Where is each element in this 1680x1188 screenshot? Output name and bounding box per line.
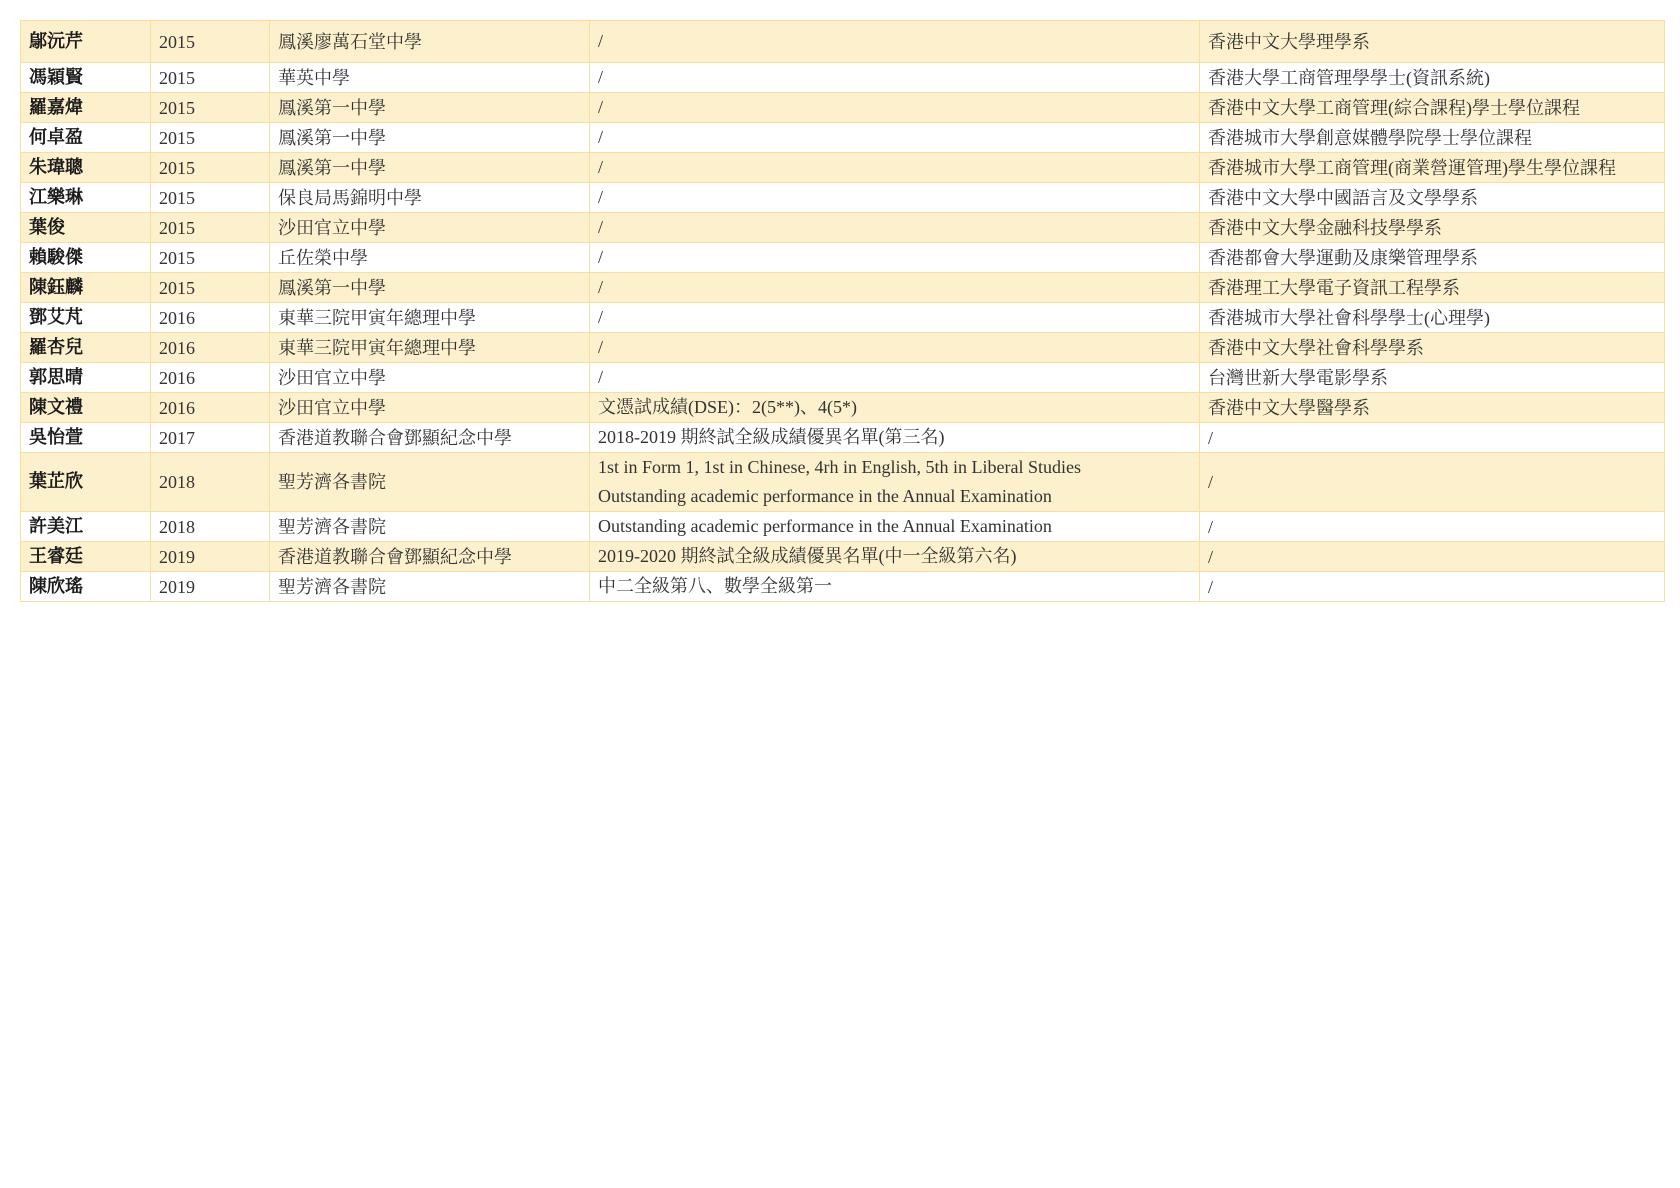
university-cell: / <box>1200 542 1665 572</box>
year-cell: 2015 <box>151 63 270 93</box>
secondary-school-cell: 鳳溪第一中學 <box>270 153 590 183</box>
achievement-line: Outstanding academic performance in the Annual Examination <box>598 486 1052 506</box>
achievement-cell <box>590 393 1200 423</box>
secondary-school-cell: 鳳溪廖萬石堂中學 <box>270 21 590 63</box>
university-cell: / <box>1200 423 1665 453</box>
year-cell: 2017 <box>151 423 270 453</box>
year-cell: 2019 <box>151 542 270 572</box>
achievement-cell <box>590 273 1200 303</box>
student-name-cell: 吳怡萱 <box>21 423 151 453</box>
secondary-school-cell: 鳳溪第一中學 <box>270 123 590 153</box>
secondary-school-cell: 東華三院甲寅年總理中學 <box>270 303 590 333</box>
achievement-cell <box>590 123 1200 153</box>
achievement-cell <box>590 21 1200 63</box>
student-name-cell: 何卓盈 <box>21 123 151 153</box>
table-row <box>21 333 1665 363</box>
student-name-cell: 陳文禮 <box>21 393 151 423</box>
table-row <box>21 542 1665 572</box>
secondary-school-cell: 聖芳濟各書院 <box>270 572 590 602</box>
student-name-cell: 葉芷欣 <box>21 453 151 512</box>
student-name-cell: 許美江 <box>21 512 151 542</box>
achievement-line: 文憑試成績(DSE)：2(5**)、4(5*) <box>598 397 857 417</box>
alumni-results-table-wrap <box>20 20 1664 602</box>
university-cell: 香港中文大學金融科技學學系 <box>1200 213 1665 243</box>
achievement-cell <box>590 572 1200 602</box>
table-row <box>21 153 1665 183</box>
achievement-cell <box>590 363 1200 393</box>
achievement-cell <box>590 453 1200 512</box>
achievement-line: / <box>598 277 604 297</box>
achievement-line: 2018-2019 期終試全級成績優異名單(第三名) <box>598 427 945 447</box>
year-cell: 2016 <box>151 303 270 333</box>
student-name-cell: 郭思晴 <box>21 363 151 393</box>
student-name-cell: 賴駿傑 <box>21 243 151 273</box>
university-cell: 香港城市大學工商管理(商業營運管理)學生學位課程 <box>1200 153 1665 183</box>
achievement-line: 1st in Form 1, 1st in Chinese, 4rh in English, 5th in Liberal Studies <box>598 457 1081 477</box>
year-cell: 2015 <box>151 21 270 63</box>
achievement-line: 中二全級第八、數學全級第一 <box>598 576 832 596</box>
student-name-cell: 羅嘉煒 <box>21 93 151 123</box>
achievement-line: / <box>598 97 604 117</box>
table-row <box>21 21 1665 63</box>
achievement-cell <box>590 243 1200 273</box>
table-row <box>21 183 1665 213</box>
achievement-cell <box>590 93 1200 123</box>
student-name-cell: 鄧艾芃 <box>21 303 151 333</box>
achievement-line: / <box>598 217 604 237</box>
achievement-cell <box>590 542 1200 572</box>
table-row <box>21 273 1665 303</box>
year-cell: 2015 <box>151 123 270 153</box>
table-body <box>21 21 1665 602</box>
student-name-cell: 馮穎賢 <box>21 63 151 93</box>
table-row <box>21 303 1665 333</box>
achievement-line: Outstanding academic performance in the Annual Examination <box>598 516 1052 536</box>
table-row <box>21 512 1665 542</box>
alumni-results-table <box>20 20 1665 602</box>
year-cell: 2015 <box>151 153 270 183</box>
year-cell: 2015 <box>151 243 270 273</box>
achievement-line: / <box>598 247 604 267</box>
year-cell: 2016 <box>151 393 270 423</box>
student-name-cell: 王睿廷 <box>21 542 151 572</box>
achievement-line: / <box>598 307 604 327</box>
year-cell: 2019 <box>151 572 270 602</box>
university-cell: 台灣世新大學電影學系 <box>1200 363 1665 393</box>
achievement-line: / <box>598 31 604 51</box>
secondary-school-cell: 沙田官立中學 <box>270 363 590 393</box>
university-cell: 香港城市大學社會科學學士(心理學) <box>1200 303 1665 333</box>
year-cell: 2016 <box>151 333 270 363</box>
secondary-school-cell: 保良局馬錦明中學 <box>270 183 590 213</box>
secondary-school-cell: 鳳溪第一中學 <box>270 273 590 303</box>
student-name-cell: 羅杏兒 <box>21 333 151 363</box>
secondary-school-cell: 香港道教聯合會鄧顯紀念中學 <box>270 423 590 453</box>
university-cell: / <box>1200 512 1665 542</box>
university-cell: 香港中文大學理學系 <box>1200 21 1665 63</box>
achievement-cell <box>590 63 1200 93</box>
student-name-cell: 陳鈺麟 <box>21 273 151 303</box>
achievement-cell <box>590 333 1200 363</box>
table-row <box>21 213 1665 243</box>
student-name-cell: 朱瑋聰 <box>21 153 151 183</box>
achievement-line: 2019-2020 期終試全級成績優異名單(中一全級第六名) <box>598 546 1017 566</box>
secondary-school-cell: 東華三院甲寅年總理中學 <box>270 333 590 363</box>
achievement-line: / <box>598 337 604 357</box>
table-row <box>21 123 1665 153</box>
student-name-cell: 葉俊 <box>21 213 151 243</box>
table-row <box>21 63 1665 93</box>
year-cell: 2016 <box>151 363 270 393</box>
university-cell: 香港城市大學創意媒體學院學士學位課程 <box>1200 123 1665 153</box>
university-cell: 香港理工大學電子資訊工程學系 <box>1200 273 1665 303</box>
university-cell: / <box>1200 453 1665 512</box>
achievement-line: / <box>598 67 604 87</box>
university-cell: 香港中文大學社會科學學系 <box>1200 333 1665 363</box>
student-name-cell: 江樂琳 <box>21 183 151 213</box>
year-cell: 2018 <box>151 512 270 542</box>
table-row <box>21 363 1665 393</box>
university-cell: 香港中文大學工商管理(綜合課程)學士學位課程 <box>1200 93 1665 123</box>
table-row <box>21 453 1665 512</box>
achievement-line: / <box>598 127 604 147</box>
achievement-line: / <box>598 367 604 387</box>
year-cell: 2015 <box>151 93 270 123</box>
table-row <box>21 393 1665 423</box>
secondary-school-cell: 聖芳濟各書院 <box>270 453 590 512</box>
secondary-school-cell: 香港道教聯合會鄧顯紀念中學 <box>270 542 590 572</box>
table-row <box>21 93 1665 123</box>
student-name-cell: 陳欣瑤 <box>21 572 151 602</box>
achievement-cell <box>590 153 1200 183</box>
university-cell: 香港中文大學中國語言及文學學系 <box>1200 183 1665 213</box>
secondary-school-cell: 沙田官立中學 <box>270 393 590 423</box>
achievement-cell <box>590 213 1200 243</box>
achievement-cell <box>590 303 1200 333</box>
secondary-school-cell: 丘佐榮中學 <box>270 243 590 273</box>
year-cell: 2015 <box>151 213 270 243</box>
achievement-line: / <box>598 157 604 177</box>
secondary-school-cell: 聖芳濟各書院 <box>270 512 590 542</box>
achievement-line: / <box>598 187 604 207</box>
table-row <box>21 243 1665 273</box>
student-name-cell: 鄔沅芹 <box>21 21 151 63</box>
year-cell: 2015 <box>151 183 270 213</box>
university-cell: 香港大學工商管理學學士(資訊系統) <box>1200 63 1665 93</box>
secondary-school-cell: 鳳溪第一中學 <box>270 93 590 123</box>
year-cell: 2015 <box>151 273 270 303</box>
table-row <box>21 572 1665 602</box>
table-row <box>21 423 1665 453</box>
year-cell: 2018 <box>151 453 270 512</box>
university-cell: 香港都會大學運動及康樂管理學系 <box>1200 243 1665 273</box>
university-cell: / <box>1200 572 1665 602</box>
university-cell: 香港中文大學醫學系 <box>1200 393 1665 423</box>
achievement-cell <box>590 423 1200 453</box>
achievement-cell <box>590 183 1200 213</box>
secondary-school-cell: 華英中學 <box>270 63 590 93</box>
secondary-school-cell: 沙田官立中學 <box>270 213 590 243</box>
achievement-cell <box>590 512 1200 542</box>
